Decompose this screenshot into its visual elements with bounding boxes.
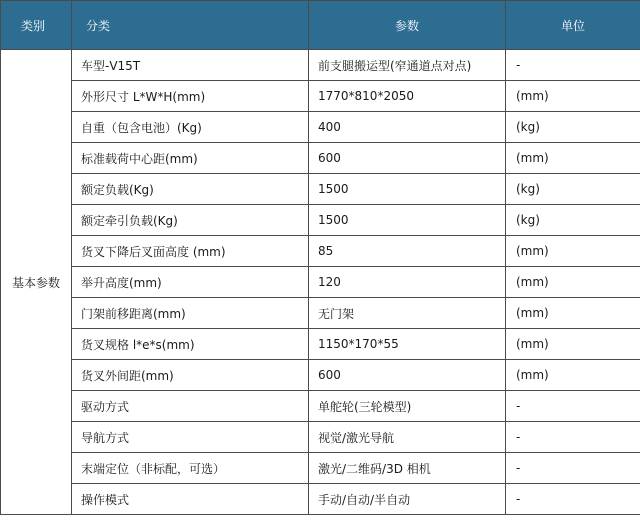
value-cell: 1500 (309, 205, 506, 236)
unit-cell: (mm) (506, 236, 640, 267)
table-row (1, 50, 640, 81)
item-cell: 举升高度(mm) (72, 267, 309, 298)
header-unit: 单位 (506, 1, 640, 50)
value-cell: 600 (309, 143, 506, 174)
value-cell: 85 (309, 236, 506, 267)
table-row (1, 267, 640, 298)
item-cell: 导航方式 (72, 422, 309, 453)
unit-cell: (mm) (506, 329, 640, 360)
value-cell: 600 (309, 360, 506, 391)
unit-cell: (mm) (506, 81, 640, 112)
item-cell: 货叉下降后叉面高度 (mm) (72, 236, 309, 267)
value-cell: 手动/自动/半自动 (309, 484, 506, 515)
unit-cell: - (506, 484, 640, 515)
item-cell: 末端定位（非标配，可选） (72, 453, 309, 484)
table-row (1, 174, 640, 205)
unit-cell: (kg) (506, 174, 640, 205)
item-cell: 操作模式 (72, 484, 309, 515)
item-cell: 车型-V15T (72, 50, 309, 81)
unit-cell: (kg) (506, 205, 640, 236)
table-row (1, 143, 640, 174)
table-row (1, 484, 640, 515)
value-cell: 1500 (309, 174, 506, 205)
unit-cell: - (506, 453, 640, 484)
header-row (1, 1, 640, 50)
value-cell: 无门架 (309, 298, 506, 329)
item-cell: 门架前移距离(mm) (72, 298, 309, 329)
item-cell: 货叉外间距(mm) (72, 360, 309, 391)
header-category: 类别 (1, 1, 72, 50)
table-row (1, 81, 640, 112)
item-cell: 驱动方式 (72, 391, 309, 422)
table-row (1, 422, 640, 453)
table-row (1, 329, 640, 360)
unit-cell: - (506, 422, 640, 453)
table-row (1, 205, 640, 236)
value-cell: 视觉/激光导航 (309, 422, 506, 453)
unit-cell: (mm) (506, 143, 640, 174)
value-cell: 前支腿搬运型(窄通道点对点) (309, 50, 506, 81)
table-row (1, 298, 640, 329)
value-cell: 400 (309, 112, 506, 143)
item-cell: 额定牵引负载(Kg) (72, 205, 309, 236)
value-cell: 1770*810*2050 (309, 81, 506, 112)
item-cell: 标准载荷中心距(mm) (72, 143, 309, 174)
item-cell: 货叉规格 l*e*s(mm) (72, 329, 309, 360)
header-value: 参数 (309, 1, 506, 50)
value-cell: 1150*170*55 (309, 329, 506, 360)
value-cell: 120 (309, 267, 506, 298)
item-cell: 外形尺寸 L*W*H(mm) (72, 81, 309, 112)
item-cell: 额定负载(Kg) (72, 174, 309, 205)
table-row (1, 360, 640, 391)
table-row (1, 453, 640, 484)
unit-cell: - (506, 50, 640, 81)
table-row (1, 112, 640, 143)
item-cell: 自重（包含电池）(Kg) (72, 112, 309, 143)
group-label: 基本参数 (1, 50, 72, 515)
unit-cell: (kg) (506, 112, 640, 143)
table-row (1, 236, 640, 267)
value-cell: 激光/二维码/3D 相机 (309, 453, 506, 484)
value-cell: 单舵轮(三轮模型) (309, 391, 506, 422)
unit-cell: (mm) (506, 267, 640, 298)
unit-cell: - (506, 391, 640, 422)
unit-cell: (mm) (506, 298, 640, 329)
header-item: 分类 (72, 1, 309, 50)
unit-cell: (mm) (506, 360, 640, 391)
table-row (1, 391, 640, 422)
